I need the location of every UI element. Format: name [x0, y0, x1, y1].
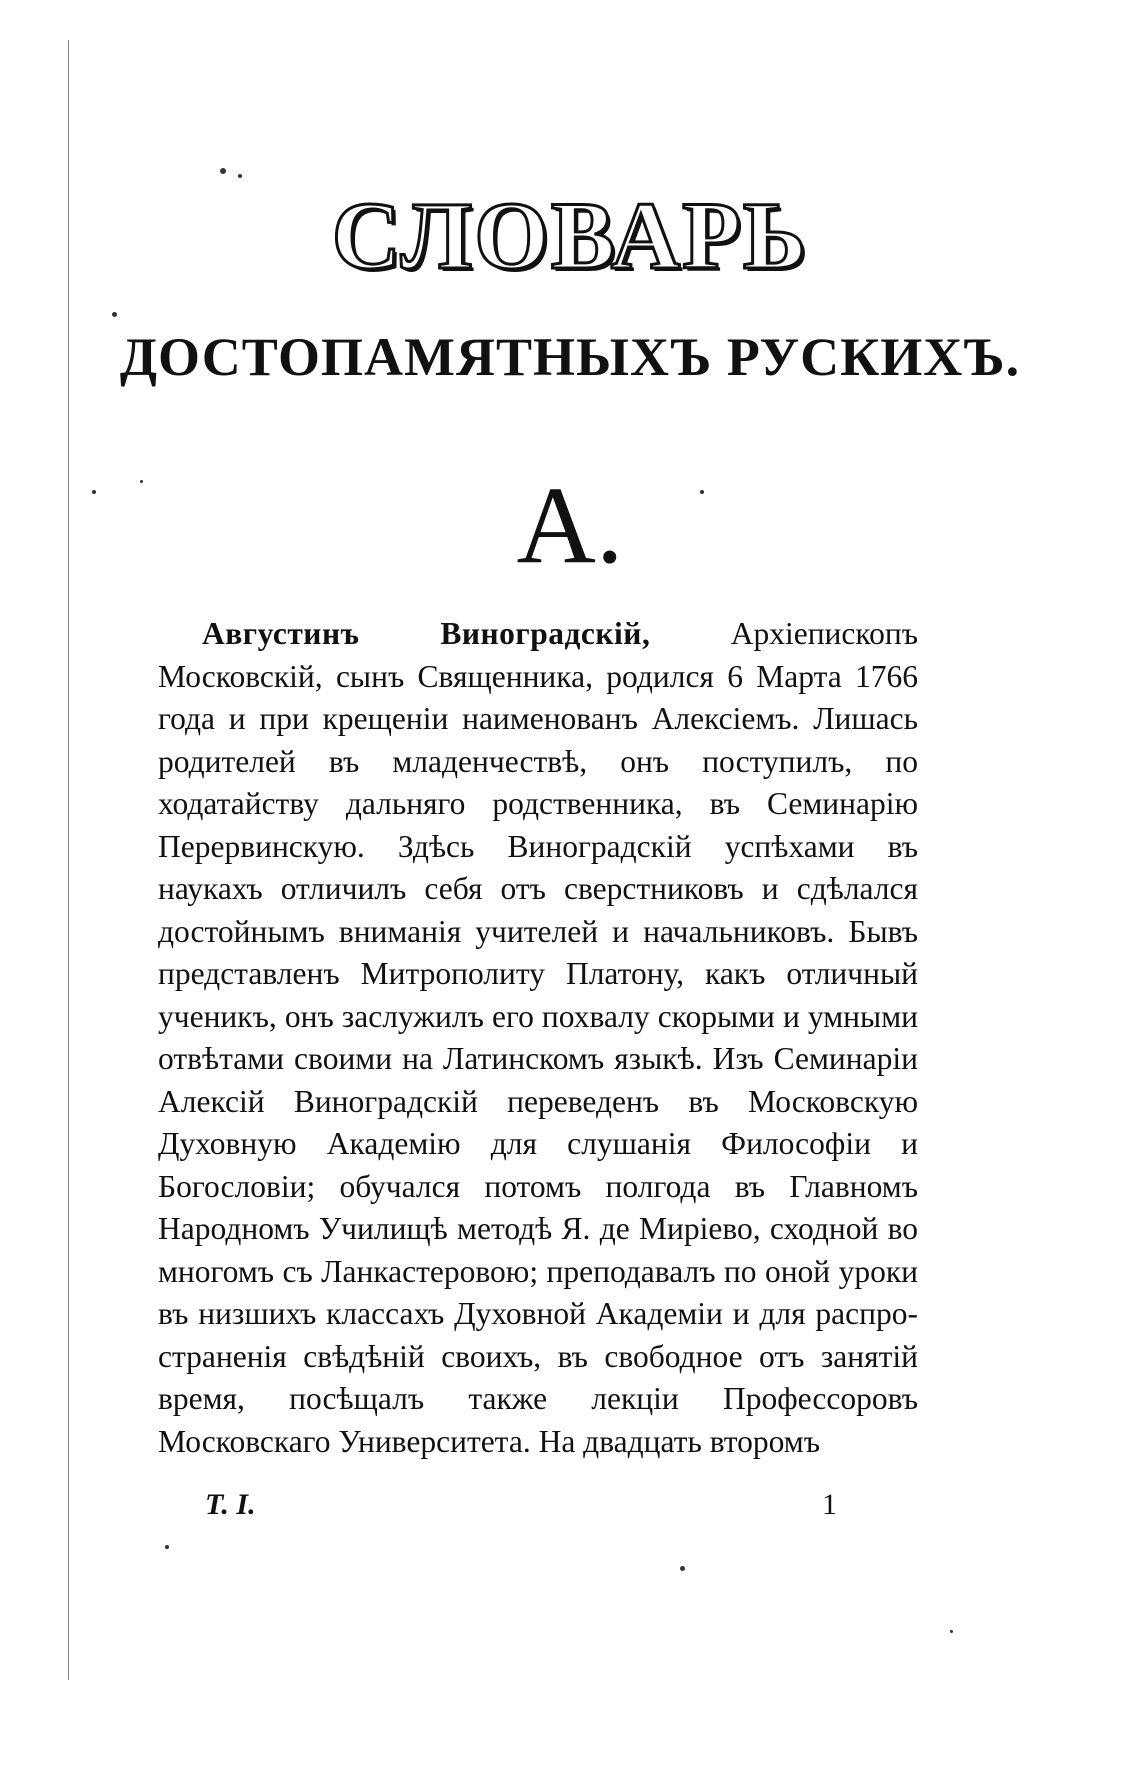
entry-name: Августинъ Виноградскій,: [202, 616, 651, 651]
signature-mark: Т. I.: [205, 1488, 256, 1521]
entry-text: Архіепископъ Московскій, сынъ Священника, родился 6 Марта 1766 года и при крещеніи наименованъ Алексіемъ. Лишась родителей въ младенчествѣ, онъ поступилъ, по ходатайству дальняго родственника, въ Семинарію Перервинскую. Здѣсь Виноградскій успѣхами въ наукахъ отличилъ себя отъ сверстниковъ и сдѣлался достойнымъ вниманія учителей и начальниковъ. Бывъ представленъ Митрополиту Платону, какъ отличный ученикъ, онъ заслужилъ его похвалу скорыми и умными отвѣтами своими на Латинскомъ языкѣ. Изъ Семинаріи Алексій Виноградскій переведенъ въ Московскую Духовную Академію для слушанія Философіи и Богословіи; обучался потомъ полгода въ Главномъ Народномъ Училищѣ методѣ Я. де Миріево, сходной во многомъ съ Ланкастеровою; преподавалъ по оной уроки въ низшихъ классахъ Духовной Академіи и для распространенія свѣдѣній своихъ, въ свободное отъ занятій время, посѣщалъ также лекціи Профессоровъ Московскаго Университета. На двадцать второмъ: [158, 616, 918, 1459]
section-letter: А.: [516, 464, 624, 586]
book-subtitle: ДОСТОПАМЯТНЫХЪ РУСКИХЪ.: [119, 327, 1021, 387]
book-title: СЛОВАРЬ: [331, 182, 809, 289]
scan-speck: [950, 1630, 953, 1633]
scan-speck: [220, 168, 226, 174]
scan-speck: [680, 1566, 685, 1571]
scan-speck: [112, 312, 117, 317]
scan-edge-line: [68, 40, 69, 1680]
page-number: 1: [822, 1488, 837, 1521]
entry-paragraph: [158, 613, 918, 1463]
scan-speck: [165, 1545, 169, 1549]
scan-speck: [238, 174, 242, 178]
